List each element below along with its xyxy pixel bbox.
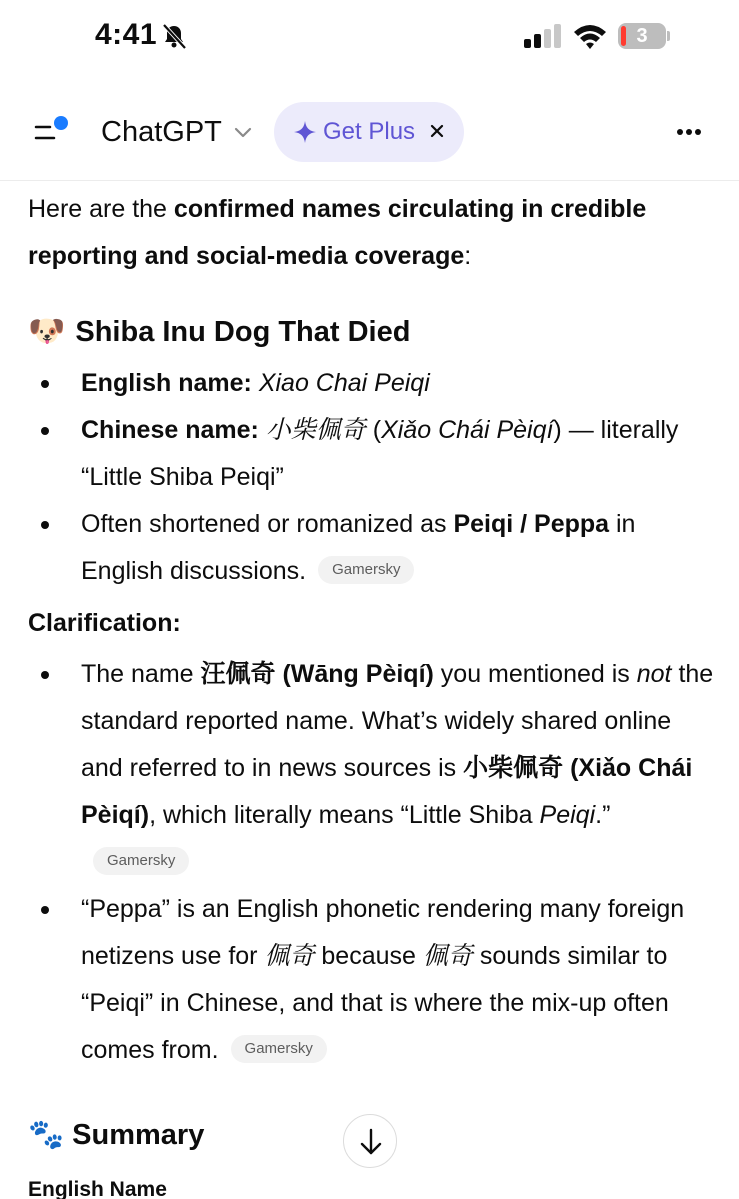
name-list (28, 360, 718, 595)
battery-indicator (618, 23, 670, 49)
list-item (28, 501, 718, 595)
list-item (28, 651, 718, 886)
get-plus-label: Get Plus (323, 118, 416, 145)
battery-level: 3 (636, 25, 648, 47)
wifi-icon (572, 22, 608, 50)
list-bold: 汪佩奇 (Wāng Pèiqí) (200, 660, 434, 688)
list-text: the standard reported name. What’s widely shared online and referred to in news sources is (81, 660, 714, 782)
chinese-name: 小柴佩奇 (265, 416, 366, 444)
section-heading-shiba (28, 312, 718, 352)
more-options-icon[interactable] (676, 128, 702, 136)
clarification-heading: Clarification: (28, 609, 181, 637)
list-item (28, 886, 718, 1074)
literal-meaning: ) — literally “Little Shiba Peiqi” (81, 416, 679, 491)
bell-slash-icon (160, 22, 188, 50)
scroll-to-bottom-button[interactable] (343, 1114, 397, 1168)
list-bold: Peiqi / Peppa (453, 510, 610, 538)
intro-colon: : (464, 242, 472, 270)
list-italic: 佩奇 (422, 942, 473, 970)
source-chip[interactable]: Gamersky (318, 556, 414, 584)
list-text: Often shortened or romanized as (81, 510, 454, 538)
list-label: English name: (81, 369, 252, 397)
cellular-signal-icon (524, 24, 562, 48)
section-title: Shiba Inu Dog That Died (75, 316, 411, 348)
status-time: 4:41 (95, 18, 158, 51)
intro-text: Here are the (28, 195, 174, 223)
sidebar-menu-icon[interactable] (32, 116, 72, 148)
list-text: The name (81, 660, 201, 688)
clarification-list (28, 651, 718, 1074)
list-bold: 小柴佩奇 (Xiǎo Chái Pèiqí) (81, 754, 693, 829)
list-text: .” (595, 801, 611, 829)
dog-face-icon: 🐶 (28, 315, 66, 348)
english-name-heading: English Name (28, 1178, 167, 1199)
assistant-message (28, 186, 718, 1074)
list-item (28, 360, 718, 407)
summary-heading (28, 1113, 204, 1157)
list-text: sounds similar to “Peiqi” in Chinese, and that is where the mix-up often comes from. (81, 942, 669, 1064)
list-value: Xiao Chai Peiqi (258, 369, 430, 397)
arrow-down-icon (358, 1127, 384, 1157)
paren-open: ( (365, 416, 382, 444)
get-plus-button[interactable] (274, 102, 464, 162)
list-item (28, 407, 718, 501)
source-chip[interactable]: Gamersky (231, 1035, 327, 1063)
intro-bold-text: confirmed names circulating in credible reporting and social-media coverage (28, 195, 647, 270)
list-text: because (314, 942, 423, 970)
pinyin: Xiǎo Chái Pèiqí (381, 416, 554, 444)
app-header (0, 100, 739, 172)
paw-prints-icon: 🐾 (28, 1119, 65, 1151)
chevron-down-icon[interactable] (233, 126, 253, 140)
status-bar (0, 0, 739, 72)
intro-paragraph (28, 186, 718, 280)
list-text: you mentioned is (433, 660, 637, 688)
list-italic: Peiqi (539, 801, 596, 829)
list-text: in English discussions. (81, 510, 636, 585)
list-italic: not (636, 660, 672, 688)
close-icon[interactable] (430, 124, 444, 138)
list-label: Chinese name: (81, 416, 259, 444)
header-divider (0, 180, 739, 181)
summary-title: Summary (72, 1119, 205, 1151)
source-chip[interactable]: Gamersky (93, 847, 189, 875)
list-italic: 佩奇 (264, 942, 315, 970)
sparkle-icon (293, 120, 317, 144)
list-text: , which literally means “Little Shiba (149, 801, 540, 829)
model-selector-label[interactable]: ChatGPT (101, 116, 222, 148)
list-text: “Peppa” is an English phonetic rendering many foreign netizens use for (81, 895, 685, 970)
